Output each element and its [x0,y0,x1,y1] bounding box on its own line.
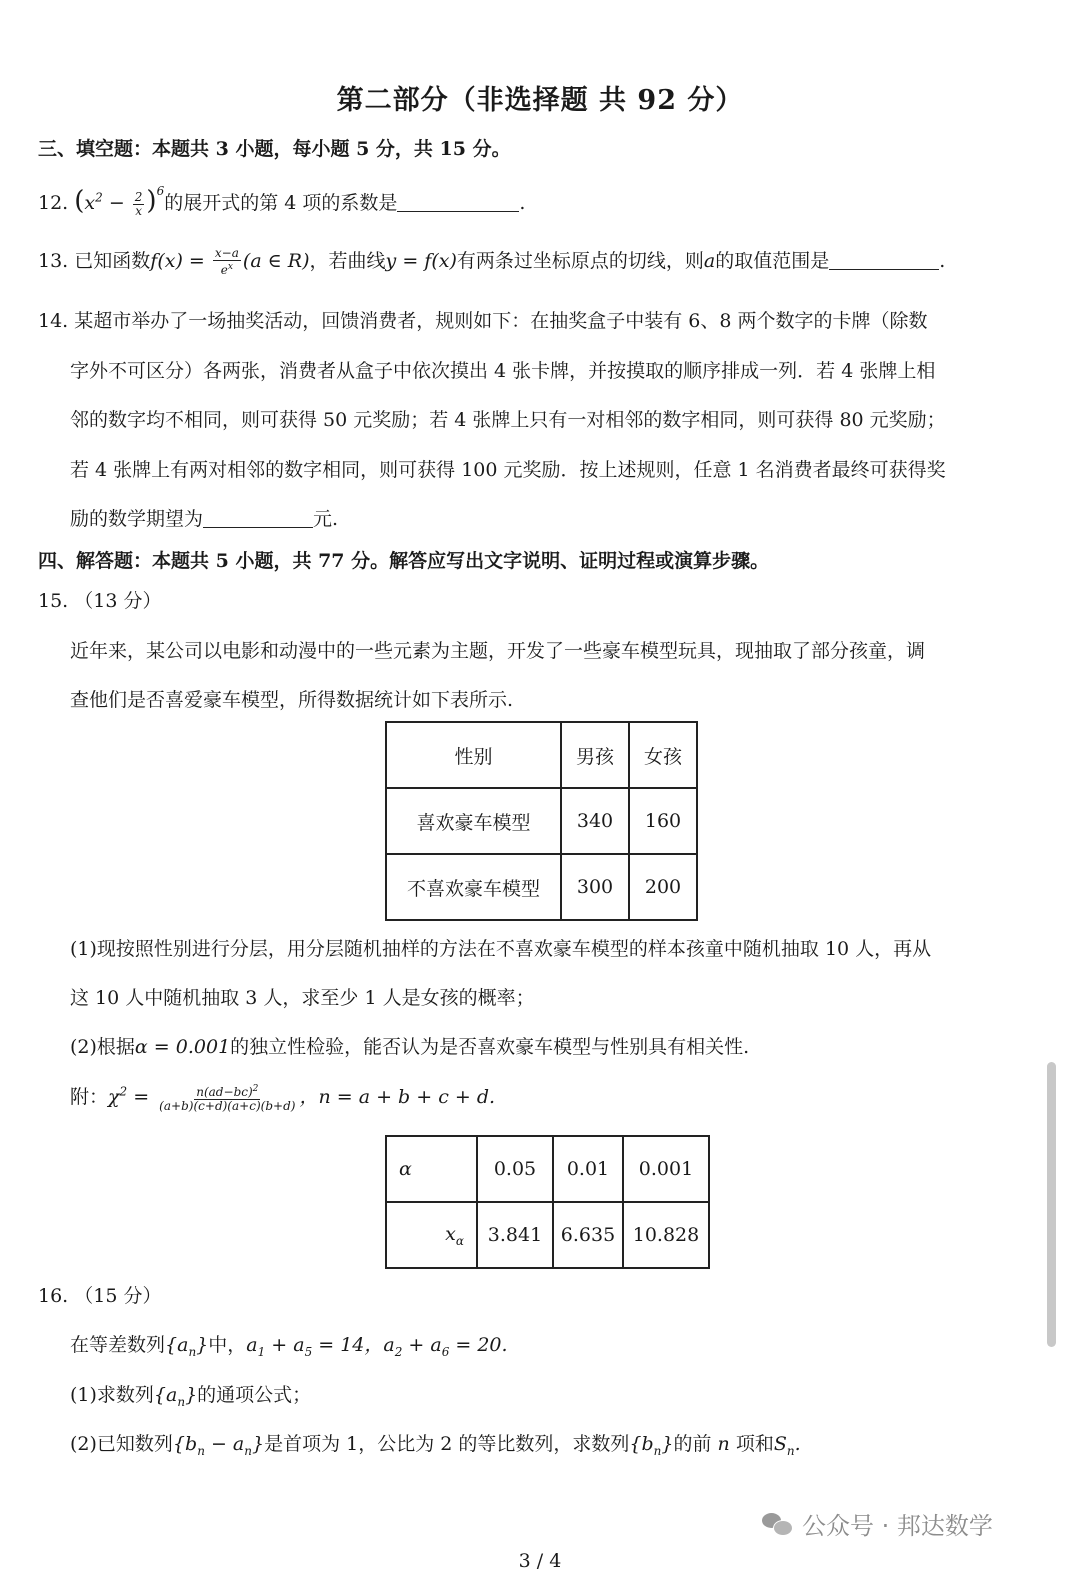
critical-value-table [385,1135,710,1269]
section-3-heading: 三、填空题：本题共 3 小题，每小题 5 分，共 15 分。 [38,138,511,160]
question-16-intro: 在等差数列$\{a_n\}$中，$a_1 + a_5 = 14$，$a_2 + a_6 = 20$. [70,1334,508,1359]
question-14-line-1: 14. 某超市举办了一场抽奖活动，回馈消费者，规则如下：在抽奖盒子中装有 6、8 两个数字的卡牌（除数 [38,310,928,332]
table-cell: 6.635 [553,1202,623,1268]
table-header-cell: 女孩 [629,722,697,788]
vertical-scrollbar[interactable] [1047,1062,1056,1347]
table-cell: 0.05 [477,1136,553,1202]
alpha-label: α [386,1136,477,1202]
question-15-intro-2: 查他们是否喜爱豪车模型，所得数据统计如下表所示. [70,689,514,711]
question-15-part1-line1: (1)现按照性别进行分层，用分层随机抽样的方法在不喜欢豪车模型的样本孩童中随机抽取 10 人，再从 [70,938,932,960]
question-16-part2: (2)已知数列$\{b_n - a_n\}$是首项为 1，公比为 2 的等比数列，求数列$\{b_n\}$的前 n 项和$S_n$. [70,1433,801,1458]
table-cell: 340 [561,788,629,854]
table-header-cell: 男孩 [561,722,629,788]
question-15-header: 15. （13 分） [38,590,162,612]
table-header-cell: 性别 [386,722,561,788]
question-16-header: 16. （15 分） [38,1285,162,1307]
q12-answer-blank [397,193,519,212]
watermark-text: 公众号 · 邦达数学 [802,1512,993,1540]
page-number: 3 / 4 [518,1550,562,1572]
table-cell: 10.828 [623,1202,709,1268]
question-15-part2: (2)根据α = 0.001的独立性检验，能否认为是否喜欢豪车模型与性别具有相关性. [70,1036,750,1058]
question-15-part1-line2: 这 10 人中随机抽取 3 人，求至少 1 人是女孩的概率； [70,987,535,1009]
q13-function: f(x) = $\frac{x-a}{e^x}$ (a ∈ R) [150,246,310,277]
table-cell: 不喜欢豪车模型 [386,854,561,920]
table-cell: 3.841 [477,1202,553,1268]
question-12: 12. ($x^2$ − $\frac{2}{x}$ )$^6$的展开式的第 4 项的系数是 . [38,184,526,218]
table-cell: 200 [629,854,697,920]
page-title: 第二部分（非选择题 共 92 分） [336,85,744,116]
question-15-appendix: 附：$\chi^2$ = $\frac{n(ad-bc)^2}{(a+b)(c+d)(a+c)(b+d)}$ ，n = a + b + c + d. [70,1084,496,1113]
watermark [762,1506,993,1541]
survey-table [385,721,698,921]
section-4-heading: 四、解答题：本题共 5 小题，共 77 分。解答应写出文字说明、证明过程或演算步骤。 [38,550,770,572]
question-14-line-3: 邻的数字均不相同，则可获得 50 元奖励；若 4 张牌上只有一对相邻的数字相同，则可获得 80 元奖励； [70,409,946,431]
question-13: 13. 已知函数f(x) = $\frac{x-a}{e^x}$ (a ∈ R)，若曲线y = f(x)有两条过坐标原点的切线，则a的取值范围是 . [38,246,946,277]
question-15-intro-1: 近年来，某公司以电影和动漫中的一些元素为主题，开发了一些豪车模型玩具，现抽取了部分孩童，调 [70,640,926,662]
table-cell: 0.001 [623,1136,709,1202]
table-cell: 喜欢豪车模型 [386,788,561,854]
question-14-line-5: 励的数学期望为 元. [70,508,339,530]
q12-expression: ($x^2$ − $\frac{2}{x}$ )$^6$ [74,184,165,218]
table-cell: 160 [629,788,697,854]
x-alpha-label: $x_\alpha$ [386,1202,477,1268]
q14-answer-blank [203,509,313,528]
question-16-part1: (1)求数列$\{a_n\}$的通项公式； [70,1384,312,1409]
chi-square-formula: $\chi^2$ = $\frac{n(ad-bc)^2}{(a+b)(c+d)(a+c)(b+d)}$ ，n = a + b + c + d. [108,1084,496,1113]
question-14-line-4: 若 4 张牌上有两对相邻的数字相同，则可获得 100 元奖励．按上述规则，任意 1 名消费者最终可获得奖 [70,459,946,481]
q13-answer-blank [829,251,939,270]
table-cell: 300 [561,854,629,920]
wechat-icon [762,1511,792,1537]
table-cell: 0.01 [553,1136,623,1202]
question-14-line-2: 字外不可区分）各两张，消费者从盒子中依次摸出 4 张卡牌，并按摸取的顺序排成一列．若 4 张牌上相 [70,360,936,382]
